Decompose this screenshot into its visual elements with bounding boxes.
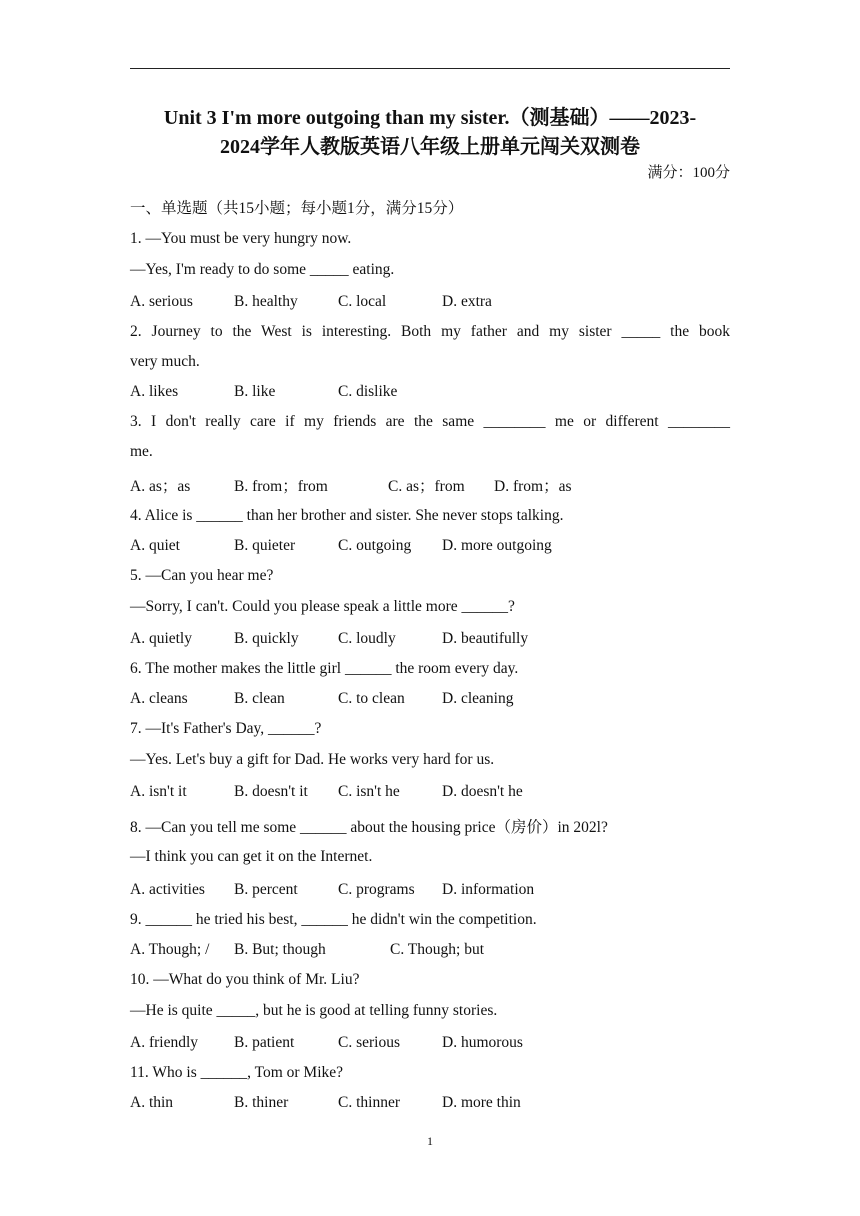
- question-9-line-1: 9. ______ he tried his best, ______ he didn't win the competition.: [130, 911, 537, 928]
- question-6-line-1: 6. The mother makes the little girl ______ the room every day.: [130, 660, 519, 677]
- option-c: C. dislike: [338, 383, 398, 400]
- option-b: B. doesn't it: [234, 783, 308, 800]
- option-b: B. clean: [234, 690, 285, 707]
- option-c: C. outgoing: [338, 537, 412, 554]
- page-title: [130, 104, 730, 162]
- option-d: D. cleaning: [442, 690, 514, 707]
- option-b: B. healthy: [234, 293, 298, 310]
- option-b: B. patient: [234, 1034, 295, 1051]
- question-8-line-1: 8. —Can you tell me some ______ about the housing price（房价）in 202l?: [130, 819, 608, 836]
- question-2-line-2: very much.: [130, 353, 200, 370]
- header-rule: [130, 68, 730, 69]
- option-d: D. beautifully: [442, 630, 529, 647]
- question-2-line-1: 2. Journey to the West is interesting. Both my father and my sister _____ the book: [130, 323, 730, 340]
- question-1-line-2: —Yes, I'm ready to do some _____ eating.: [130, 261, 395, 278]
- option-b: B. quieter: [234, 537, 296, 554]
- question-5-line-1: 5. —Can you hear me?: [130, 567, 274, 584]
- option-a: A. friendly: [130, 1034, 199, 1051]
- option-b: B. quickly: [234, 630, 299, 647]
- option-c: C. thinner: [338, 1094, 400, 1111]
- option-d: D. extra: [442, 293, 492, 310]
- option-a: A. Though; /: [130, 941, 210, 958]
- option-c: C. programs: [338, 881, 415, 898]
- option-a: A. serious: [130, 293, 193, 310]
- option-b: B. thiner: [234, 1094, 289, 1111]
- question-1-line-1: 1. —You must be very hungry now.: [130, 230, 352, 247]
- question-4-line-1: 4. Alice is ______ than her brother and sister. She never stops talking.: [130, 507, 564, 524]
- question-5-line-2: —Sorry, I can't. Could you please speak a little more ______?: [130, 598, 515, 615]
- option-b: B. But; though: [234, 941, 326, 958]
- option-d: D. humorous: [442, 1034, 523, 1051]
- option-b: B. from；from: [234, 478, 328, 495]
- option-a: A. likes: [130, 383, 179, 400]
- option-b: B. like: [234, 383, 276, 400]
- question-11-line-1: 11. Who is ______, Tom or Mike?: [130, 1064, 344, 1081]
- question-3-line-1: 3. I don't really care if my friends are the same ________ me or different ________: [130, 413, 730, 430]
- question-8-line-2: —I think you can get it on the Internet.: [130, 848, 373, 865]
- question-7-line-2: —Yes. Let's buy a gift for Dad. He works very hard for us.: [130, 751, 495, 768]
- option-a: A. thin: [130, 1094, 174, 1111]
- option-c: C. local: [338, 293, 387, 310]
- question-10-line-2: —He is quite _____, but he is good at telling funny stories.: [130, 1002, 498, 1019]
- option-d: D. more outgoing: [442, 537, 552, 554]
- question-7-line-1: 7. —It's Father's Day, ______?: [130, 720, 322, 737]
- option-d: D. doesn't he: [442, 783, 523, 800]
- title-line-1: Unit 3 I'm more outgoing than my sister.（测基础）——2023-: [163, 107, 697, 129]
- option-c: C. loudly: [338, 630, 396, 647]
- section-heading: 一、单选题（共15小题；每小题1分，满分15分）: [130, 200, 464, 217]
- page-number: 1: [427, 1134, 433, 1148]
- option-c: C. isn't he: [338, 783, 400, 800]
- option-d: D. from；as: [494, 478, 572, 495]
- option-a: A. activities: [130, 881, 205, 898]
- title-line-2: 2024学年人教版英语八年级上册单元闯关双测卷: [220, 136, 640, 158]
- question-3-line-2: me.: [130, 443, 153, 460]
- question-10-line-1: 10. —What do you think of Mr. Liu?: [130, 971, 360, 988]
- option-a: A. as；as: [130, 478, 191, 495]
- option-c: C. as；from: [388, 478, 465, 495]
- option-c: C. serious: [338, 1034, 400, 1051]
- option-d: D. more thin: [442, 1094, 521, 1111]
- option-b: B. percent: [234, 881, 298, 898]
- total-score: 满分：100分: [647, 165, 730, 181]
- option-c: C. Though; but: [390, 941, 485, 958]
- option-c: C. to clean: [338, 690, 405, 707]
- option-d: D. information: [442, 881, 535, 898]
- option-a: A. quiet: [130, 537, 180, 554]
- option-a: A. quietly: [130, 630, 192, 647]
- option-a: A. isn't it: [130, 783, 187, 800]
- option-a: A. cleans: [130, 690, 188, 707]
